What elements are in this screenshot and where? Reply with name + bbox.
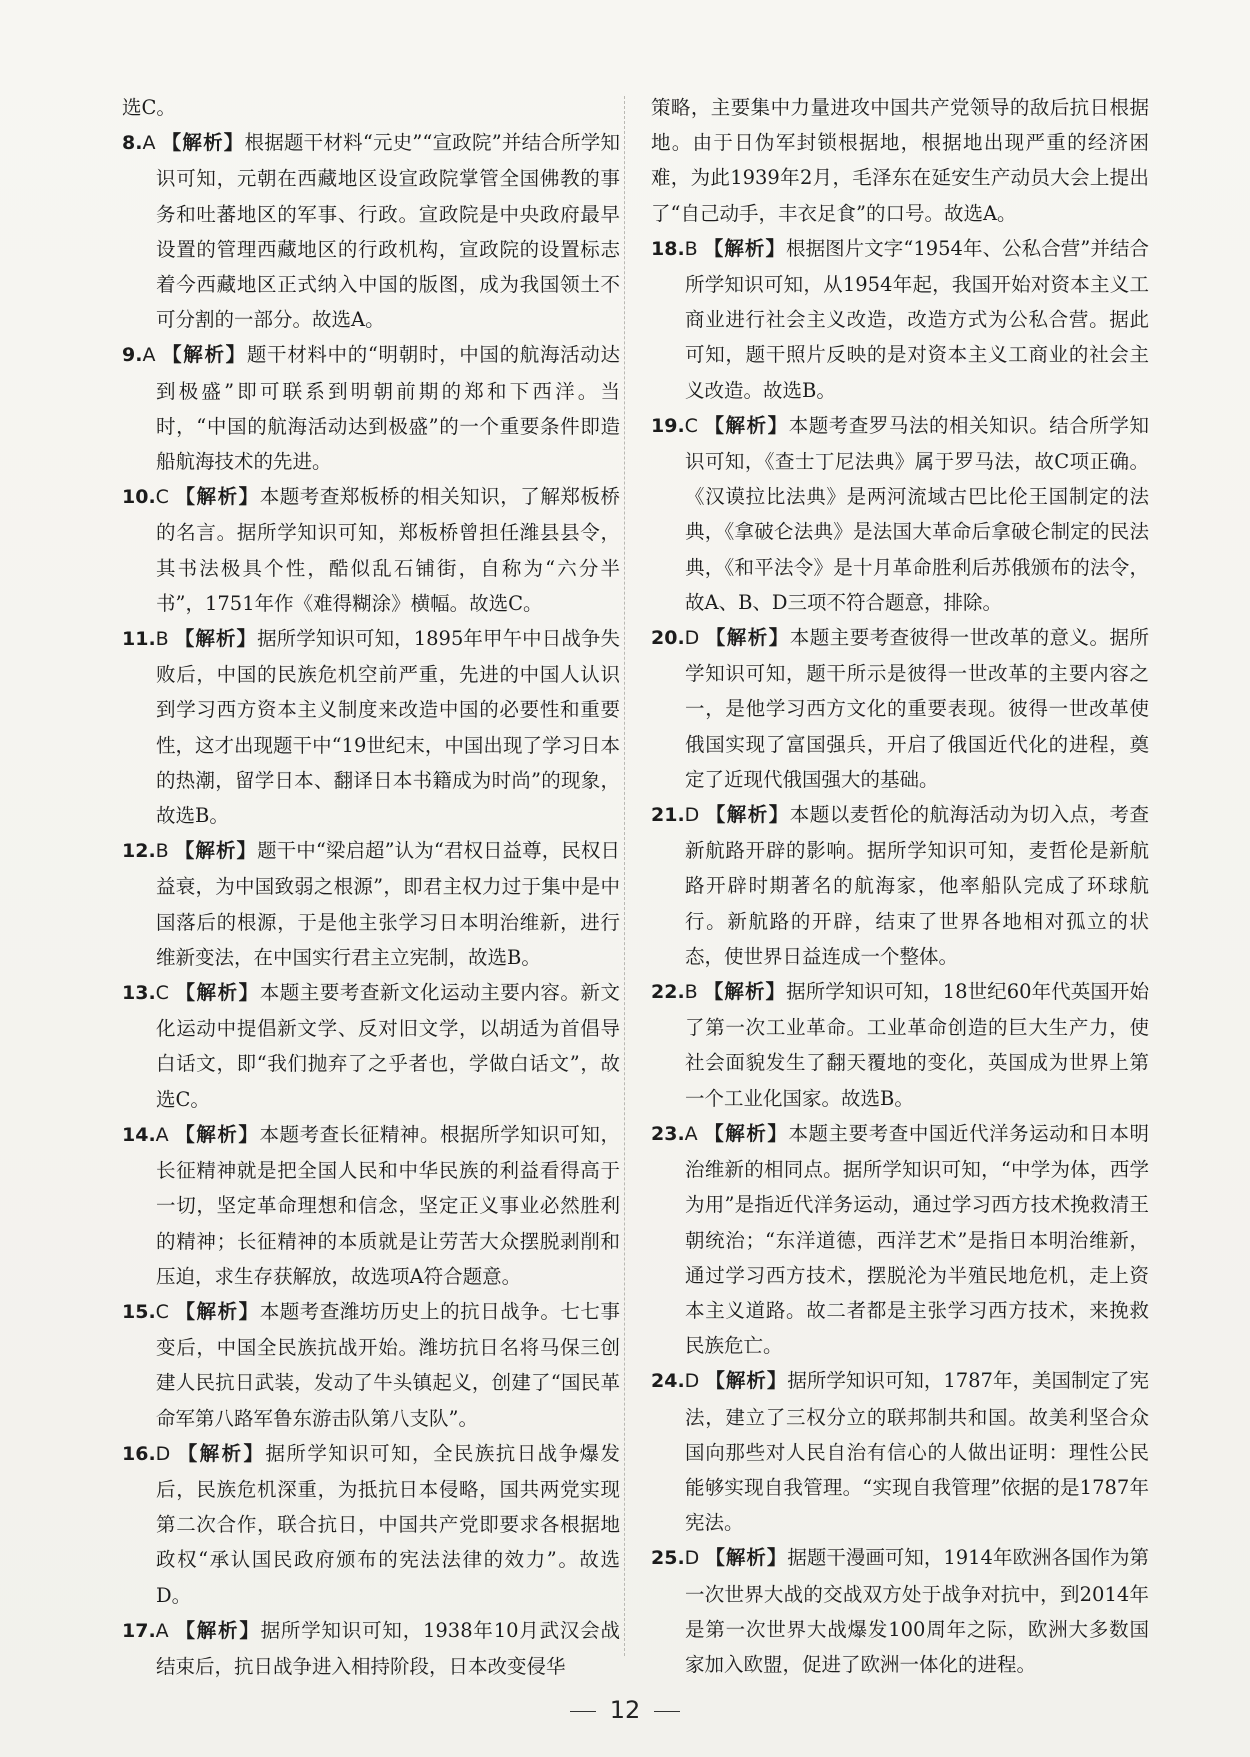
answer-entry	[122, 337, 620, 479]
answer-entry	[122, 1294, 620, 1436]
answer-letter: B	[684, 237, 698, 260]
question-number: 16.	[122, 1442, 156, 1465]
answer-entry	[122, 1117, 620, 1294]
footer-dash-left	[570, 1711, 596, 1712]
analysis-tag: 【解析】	[161, 131, 245, 155]
answer-entry	[651, 1116, 1149, 1363]
answer-entry	[651, 797, 1149, 974]
question-number: 21.	[651, 804, 685, 827]
analysis-text: 据所学知识可知，18世纪60年代英国开始了第一次工业革命。工业革命创造的巨大生产力，使社会面貌发生了翻天覆地的变化，英国成为世界上第一个工业化国家。故选B。	[685, 980, 1149, 1110]
analysis-text: 策略，主要集中力量进攻中国共产党领导的敌后抗日根据地。由于日伪军封锁根据地，根据地出现严重的经济困难，为此1939年2月，毛泽东在延安生产动员大会上提出了“自己动手，丰衣足食”的口号。故选A。	[651, 96, 1149, 225]
answer-letter: C	[155, 982, 169, 1005]
question-number: 18.	[651, 237, 685, 260]
answer-entry	[122, 975, 620, 1117]
question-number: 14.	[122, 1123, 156, 1146]
answer-entry	[122, 125, 620, 337]
analysis-tag: 【解析】	[176, 1441, 266, 1465]
answer-letter: C	[155, 486, 169, 509]
analysis-tag: 【解析】	[174, 627, 258, 651]
answer-letter: B	[155, 628, 169, 651]
question-number: 10.	[122, 486, 156, 509]
answer-letter: D	[684, 804, 700, 827]
question-number: 19.	[651, 414, 685, 437]
analysis-text: 本题考查长征精神。根据所学知识可知，长征精神就是把全国人民和中华民族的利益看得高于一切，坚定革命理想和信念，坚定正义事业必然胜利的精神；长征精神的本质就是让劳苦大众摆脱剥削和压迫，求生存获解放，故选项A符合题意。	[156, 1122, 620, 1288]
answer-entry	[651, 974, 1149, 1116]
analysis-text: 题干材料中的“明朝时，中国的航海活动达到极盛”即可联系到明朝前期的郑和下西洋。当时，“中国的航海活动达到极盛”的一个重要条件即造船航海技术的先进。	[156, 343, 620, 474]
footer-dash-right	[654, 1711, 680, 1712]
analysis-tag: 【解析】	[705, 803, 790, 827]
analysis-text: 据所学知识可知，1938年10月武汉会战结束后，抗日战争进入相持阶段，日本改变侵华	[156, 1618, 620, 1678]
question-number: 17.	[122, 1619, 156, 1642]
analysis-tag: 【解析】	[174, 839, 258, 863]
analysis-text: 本题考查罗马法的相关知识。结合所学知识可知，《查士丁尼法典》属于罗马法，故C项正确。《汉谟拉比法典》是两河流域古巴比伦王国制定的法典，《拿破仑法典》是法国大革命后拿破仑制定的民法典，《和平法令》是十月革命胜利后苏俄颁布的法令，故A、B、D三项不符合题意，排除。	[685, 413, 1149, 614]
analysis-tag: 【解析】	[161, 343, 247, 367]
answer-letter: A	[155, 1619, 169, 1642]
analysis-tag: 【解析】	[703, 236, 787, 260]
answer-entry	[122, 90, 620, 125]
answer-entry	[122, 1436, 620, 1613]
analysis-text: 据题干漫画可知，1914年欧洲各国作为第一次世界大战的交战双方处于战争对抗中，到2014年是第一次世界大战爆发100周年之际，欧洲大多数国家加入欧盟，促进了欧洲一体化的进程。	[685, 1546, 1149, 1676]
question-number: 25.	[651, 1547, 685, 1570]
question-number: 9.	[122, 344, 143, 367]
analysis-tag: 【解析】	[703, 980, 787, 1004]
analysis-text: 本题以麦哲伦的航海活动为切入点，考查新航路开辟的影响。据所学知识可知，麦哲伦是新航路开辟时期著名的航海家，他率船队完成了环球航行。新航路的开辟，结束了世界各地相对孤立的状态，使世界日益连成一个整体。	[685, 803, 1149, 968]
left-column	[122, 90, 620, 1684]
analysis-tag: 【解析】	[174, 981, 260, 1005]
answer-entry	[651, 1363, 1149, 1540]
answer-letter: D	[684, 1547, 700, 1570]
analysis-text: 根据题干材料“元史”“宣政院”并结合所学知识可知，元朝在西藏地区设宣政院掌管全国佛教的事务和吐蕃地区的军事、行政。宣政院是中央政府最早设置的管理西藏地区的行政机构，宣政院的设置标志着今西藏地区正式纳入中国的版图，成为我国领土不可分割的一部分。故选A。	[156, 131, 620, 332]
analysis-tag: 【解析】	[174, 1122, 260, 1146]
answer-letter: D	[684, 627, 700, 650]
answer-entry	[651, 620, 1149, 797]
answer-letter: C	[684, 414, 698, 437]
analysis-tag: 【解析】	[174, 485, 260, 509]
answer-entry	[651, 90, 1149, 231]
answer-letter: B	[684, 981, 698, 1004]
question-number: 13.	[122, 982, 156, 1005]
analysis-text: 本题考查郑板桥的相关知识，了解郑板桥的名言。据所学知识可知，郑板桥曾担任潍县县令，其书法极具个性，酷似乱石铺街，自称为“六分半书”，1751年作《难得糊涂》横幅。故选C。	[156, 485, 620, 615]
question-number: 22.	[651, 981, 685, 1004]
analysis-tag: 【解析】	[705, 1546, 788, 1570]
question-number: 24.	[651, 1370, 685, 1393]
column-divider	[624, 96, 625, 1656]
answer-letter: B	[155, 840, 169, 863]
question-number: 15.	[122, 1300, 156, 1323]
analysis-tag: 【解析】	[703, 1121, 789, 1145]
answer-entry	[122, 833, 620, 975]
analysis-tag: 【解析】	[174, 1299, 260, 1323]
answer-letter: A	[142, 132, 156, 155]
analysis-tag: 【解析】	[705, 626, 790, 650]
answer-entry	[122, 479, 620, 621]
analysis-tag: 【解析】	[705, 1369, 788, 1393]
analysis-text: 据所学知识可知，1787年，美国制定了宪法，建立了三权分立的联邦制共和国。故美利坚合众国向那些对人民自治有信心的人做出证明：理性公民能够实现自我管理。“实现自我管理”依据的是1787年宪法。	[685, 1369, 1149, 1535]
question-number: 12.	[122, 840, 156, 863]
analysis-text: 据所学知识可知，全民族抗日战争爆发后，民族危机深重，为抵抗日本侵略，国共两党实现第二次合作，联合抗日，中国共产党即要求各根据地政权“承认国民政府颁布的宪法法律的效力”。故选D。	[156, 1441, 620, 1607]
answer-letter: A	[684, 1122, 698, 1145]
analysis-text: 本题主要考查新文化运动主要内容。新文化运动中提倡新文学、反对旧文学，以胡适为首倡导白话文，即“我们抛弃了之乎者也，学做白话文”，故选C。	[156, 981, 620, 1111]
question-number: 8.	[122, 132, 143, 155]
page-footer	[0, 1696, 1250, 1724]
answer-entry	[122, 621, 620, 833]
answer-entry	[122, 1613, 620, 1684]
analysis-text: 本题主要考查彼得一世改革的意义。据所学知识可知，题干所示是彼得一世改革的主要内容之一，是他学习西方文化的重要表现。彼得一世改革使俄国实现了富国强兵，开启了俄国近代化的进程，奠定了近现代俄国强大的基础。	[685, 626, 1149, 791]
question-number: 23.	[651, 1122, 685, 1145]
answer-letter: D	[684, 1370, 700, 1393]
answer-letter: A	[142, 344, 156, 367]
answer-entry	[651, 408, 1149, 620]
analysis-text: 本题考查潍坊历史上的抗日战争。七七事变后，中国全民族抗战开始。潍坊抗日名将马保三创建人民抗日武装，发动了牛头镇起义，创建了“国民革命军第八路军鲁东游击队第八支队”。	[156, 1299, 620, 1430]
right-column	[651, 90, 1149, 1682]
answer-letter: D	[155, 1442, 171, 1465]
analysis-tag: 【解析】	[174, 1618, 261, 1642]
analysis-text: 根据图片文字“1954年、公私合营”并结合所学知识可知，从1954年起，我国开始对资本主义工商业进行社会主义改造，改造方式为公私合营。据此可知，题干照片反映的是对资本主义工商业的社会主义改造。故选B。	[685, 236, 1149, 402]
analysis-tag: 【解析】	[703, 413, 789, 437]
analysis-text: 题干中“梁启超”认为“君权日益尊，民权日益衰，为中国致弱之根源”，即君主权力过于集中是中国落后的根源，于是他主张学习日本明治维新，进行维新变法，在中国实行君主立宪制，故选B。	[156, 839, 620, 969]
question-number: 20.	[651, 627, 685, 650]
question-number: 11.	[122, 628, 156, 651]
analysis-text: 本题主要考查中国近代洋务运动和日本明治维新的相同点。据所学知识可知，“中学为体，西学为用”是指近代洋务运动，通过学习西方技术挽救清王朝统治；“东洋道德，西洋艺术”是指日本明治维新，通过学习西方技术，摆脱沦为半殖民地危机，走上资本主义道路。故二者都是主张学习西方技术，来挽救民族危亡。	[685, 1121, 1149, 1358]
answer-letter: A	[155, 1123, 169, 1146]
analysis-text: 据所学知识可知，1895年甲午中日战争失败后，中国的民族危机空前严重，先进的中国人认识到学习西方资本主义制度来改造中国的必要性和重要性，这才出现题干中“19世纪末，中国出现了学习日本的热潮，留学日本、翻译日本书籍成为时尚”的现象，故选B。	[156, 627, 620, 828]
analysis-text: 选C。	[122, 96, 176, 119]
page-number: 12	[609, 1696, 641, 1724]
answer-entry	[651, 1540, 1149, 1682]
answer-entry	[651, 231, 1149, 408]
answer-letter: C	[155, 1300, 169, 1323]
